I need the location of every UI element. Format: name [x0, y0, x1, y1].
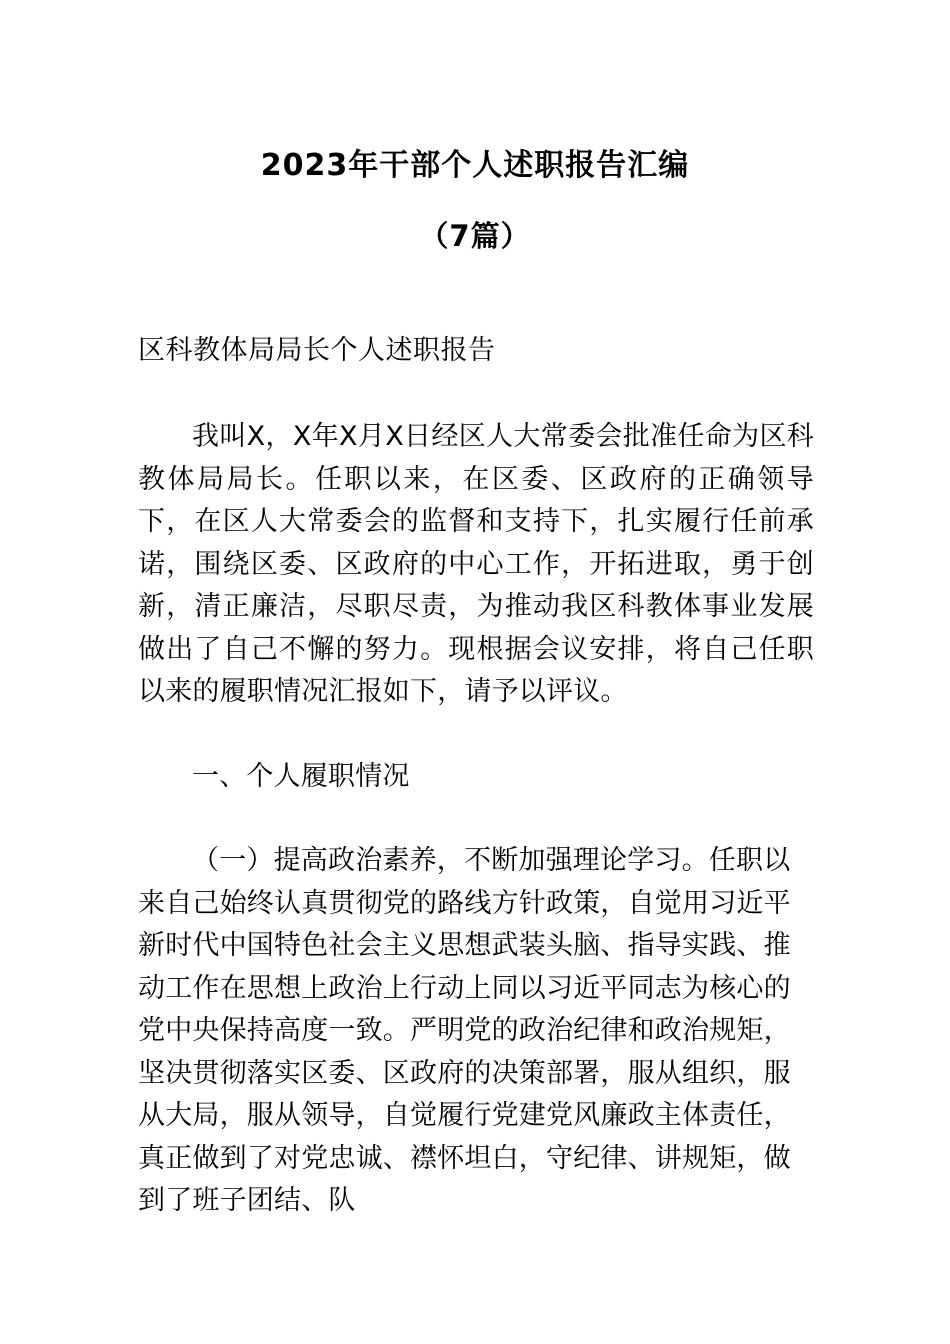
- article-title: 区科教体局局长个人述职报告: [138, 335, 496, 366]
- document-subtitle: （7篇）: [419, 219, 531, 253]
- document-title: 2023年干部个人述职报告汇编: [260, 148, 690, 183]
- section-heading-one: 一、个人履职情况: [192, 760, 410, 792]
- paragraph-intro: 我叫X，X年X月X日经区人大常委会批准任命为区科教体局局长。任职以来，在区委、区政府的正确领导下，在区人大常委会的监督和支持下，扎实履行任前承诺，围绕区委、区政府的中心工作，开拓进取，勇于创新，清正廉洁，尽职尽责，为推动我区科教体事业发展做出了自己不懈的努力。现根据会议安排，将自己任职以来的履职情况汇报如下，请予以评议。: [138, 421, 814, 707]
- paragraph-subsection-one: （一）提高政治素养，不断加强理论学习。任职以来自己始终认真贯彻党的路线方针政策，自觉用习近平新时代中国特色社会主义思想武装头脑、指导实践、推动工作在思想上政治上行动上同以习近平同志为核心的党中央保持高度一致。严明党的政治纪律和政治规矩，坚决贯彻落实区委、区政府的决策部署，服从组织，服从大局，服从领导，自觉履行党建党风廉政主体责任，真正做到了对党忠诚、襟怀坦白，守纪律、讲规矩，做到了班子团结、队: [138, 845, 791, 1216]
- document-body: [138, 330, 814, 1223]
